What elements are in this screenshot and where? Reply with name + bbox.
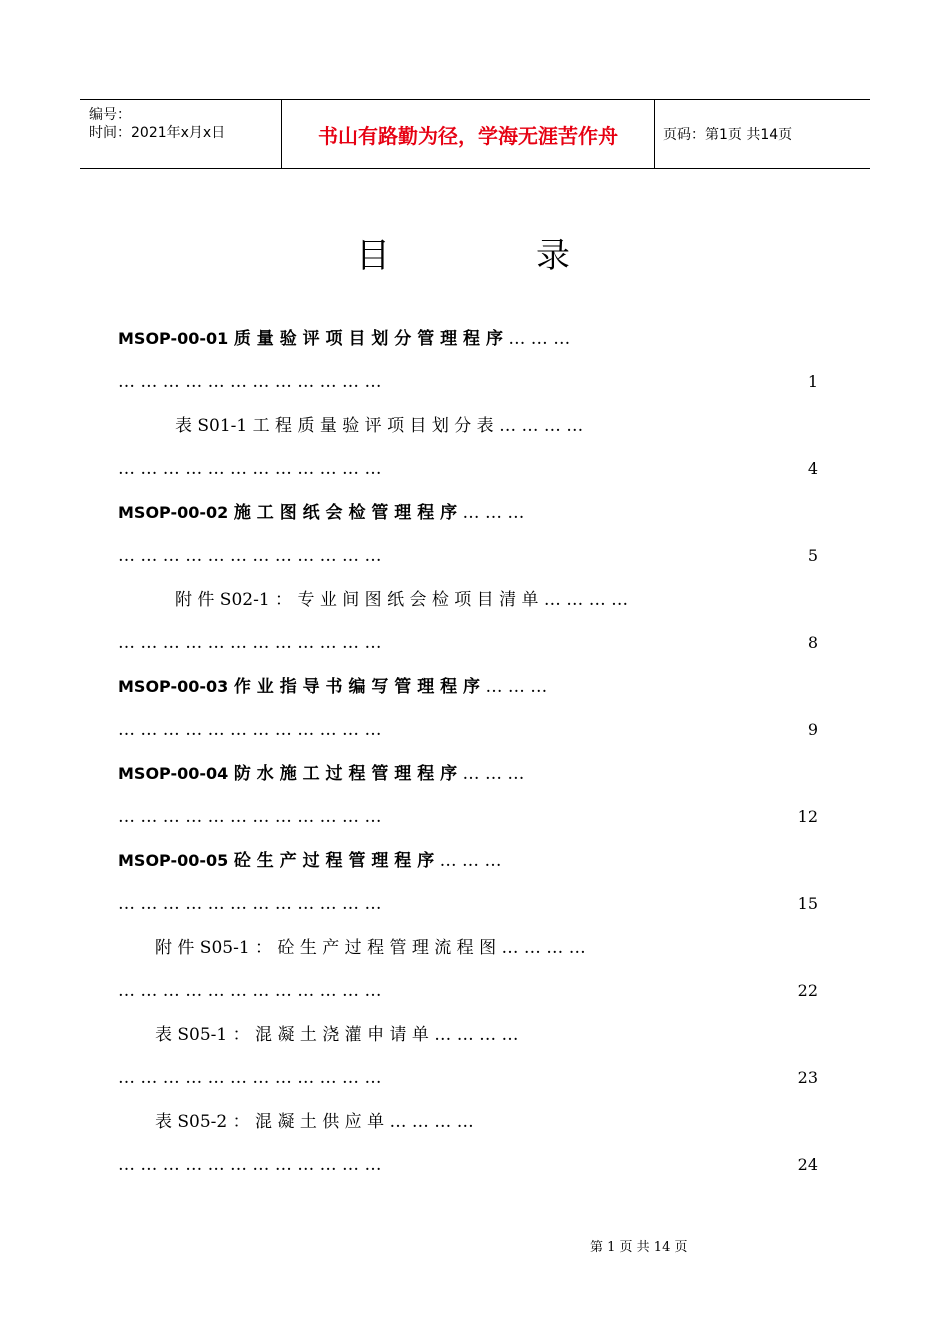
number-label: 编号： — [89, 107, 131, 123]
toc-entry-line[interactable] — [155, 936, 818, 960]
toc-leader-dots: … … … — [434, 851, 502, 871]
title-char-1: 目 — [356, 236, 390, 276]
toc-entry-text: 附 件 S02-1 ： 专 业 间 图 纸 会 检 项 目 清 单 — [175, 590, 539, 610]
toc-entry-text: 表 S05-1 ： 混 凝 土 浇 灌 申 请 单 — [155, 1025, 429, 1045]
toc-leader-line — [118, 457, 818, 481]
toc-leader-dots: … … … … — [384, 1112, 474, 1132]
header-table — [80, 99, 870, 169]
toc-leader-dots: … … … … … … … … … … … … — [118, 459, 382, 479]
toc-entry-code: MSOP-00-01 — [118, 329, 234, 348]
toc-leader-dots: … … … — [502, 329, 571, 349]
toc-entry-text: 施 工 图 纸 会 检 管 理 程 序 — [233, 503, 458, 523]
toc-leader-line — [118, 1066, 818, 1090]
toc-entry-line[interactable] — [118, 762, 818, 786]
motto-text: 书山有路勤为径，学海无涯苦作舟 — [318, 123, 618, 148]
toc-entry-code: MSOP-00-02 — [118, 503, 234, 522]
toc-entry-code: MSOP-00-03 — [118, 677, 234, 696]
toc-leader-dots: … … … … … … … … … … … … — [118, 720, 382, 740]
toc-leader-line — [118, 370, 818, 394]
page-footer: 第 1 页 共 14 页 — [590, 1240, 688, 1255]
toc-leader-dots: … … … … … … … … … … … … — [118, 1068, 382, 1088]
toc-page-number: 24 — [797, 1155, 818, 1174]
toc-entry-line[interactable] — [118, 327, 818, 351]
toc-entry-text: 质 量 验 评 项 目 划 分 管 理 程 序 — [233, 329, 503, 349]
header-meta-cell — [80, 100, 282, 168]
toc-entry-code: MSOP-00-05 — [118, 851, 234, 870]
toc-leader-line — [118, 892, 818, 916]
toc-leader-dots: … … … … — [493, 416, 584, 436]
toc-page-number: 5 — [807, 546, 818, 565]
header-motto-cell — [282, 100, 655, 168]
toc-entry-text: 防 水 施 工 过 程 管 理 程 序 — [233, 764, 458, 784]
toc-leader-dots: … … … … — [496, 938, 586, 958]
page-label: 页码：第1页 共14页 — [663, 127, 793, 143]
toc-entry-line[interactable] — [118, 675, 818, 699]
toc-page-number: 12 — [797, 807, 818, 826]
toc-entry-text: 表 S01-1 工 程 质 量 验 评 项 目 划 分 表 — [175, 416, 494, 436]
toc-page-number: 8 — [807, 633, 818, 652]
toc-entry-text: 附 件 S05-1 ： 砼 生 产 过 程 管 理 流 程 图 — [155, 938, 497, 958]
toc-page-number: 4 — [807, 459, 818, 478]
toc-entry-line[interactable] — [155, 1023, 818, 1047]
toc-entry-text: 砼 生 产 过 程 管 理 程 序 — [233, 851, 435, 871]
toc-entry-text: 表 S05-2 ： 混 凝 土 供 应 单 — [155, 1112, 385, 1132]
toc-leader-dots: … … … … … … … … … … … … — [118, 372, 382, 392]
toc-leader-line — [118, 718, 818, 742]
toc-leader-dots: … … … … … … … … … … … … — [118, 1155, 382, 1175]
toc-leader-line — [118, 979, 818, 1003]
title-char-2: 录 — [536, 236, 570, 276]
toc-leader-line — [118, 805, 818, 829]
toc-page-number: 9 — [807, 720, 818, 739]
toc-leader-line — [118, 1153, 818, 1177]
toc-page-number: 22 — [797, 981, 818, 1000]
toc-leader-dots: … … … … … … … … … … … … — [118, 894, 382, 914]
toc-entry-line[interactable] — [118, 501, 818, 525]
toc-entry-code: MSOP-00-04 — [118, 764, 234, 783]
toc-leader-dots: … … … … … … … … … … … … — [118, 981, 382, 1001]
page-title — [0, 228, 950, 278]
toc-leader-dots: … … … — [457, 764, 525, 784]
time-label: 时间：2021年x月x日 — [89, 125, 226, 141]
toc-leader-line — [118, 631, 818, 655]
toc-leader-line — [118, 544, 818, 568]
toc-page-number: 23 — [797, 1068, 818, 1087]
toc-leader-dots: … … … — [457, 503, 525, 523]
toc-leader-dots: … … … … … … … … … … … … — [118, 633, 382, 653]
toc-page-number: 1 — [807, 372, 818, 391]
toc-entry-line[interactable] — [175, 414, 818, 438]
toc-entry-line[interactable] — [175, 588, 818, 612]
toc-page-number: 15 — [797, 894, 818, 913]
toc-leader-dots: … … … — [480, 677, 548, 697]
toc-leader-dots: … … … … … … … … … … … … — [118, 546, 382, 566]
toc-leader-dots: … … … … — [428, 1025, 519, 1045]
toc-leader-dots: … … … … — [538, 590, 629, 610]
toc-leader-dots: … … … … … … … … … … … … — [118, 807, 382, 827]
toc-entry-text: 作 业 指 导 书 编 写 管 理 程 序 — [233, 677, 481, 697]
toc-entry-line[interactable] — [118, 849, 818, 873]
toc-entry-line[interactable] — [155, 1110, 818, 1134]
